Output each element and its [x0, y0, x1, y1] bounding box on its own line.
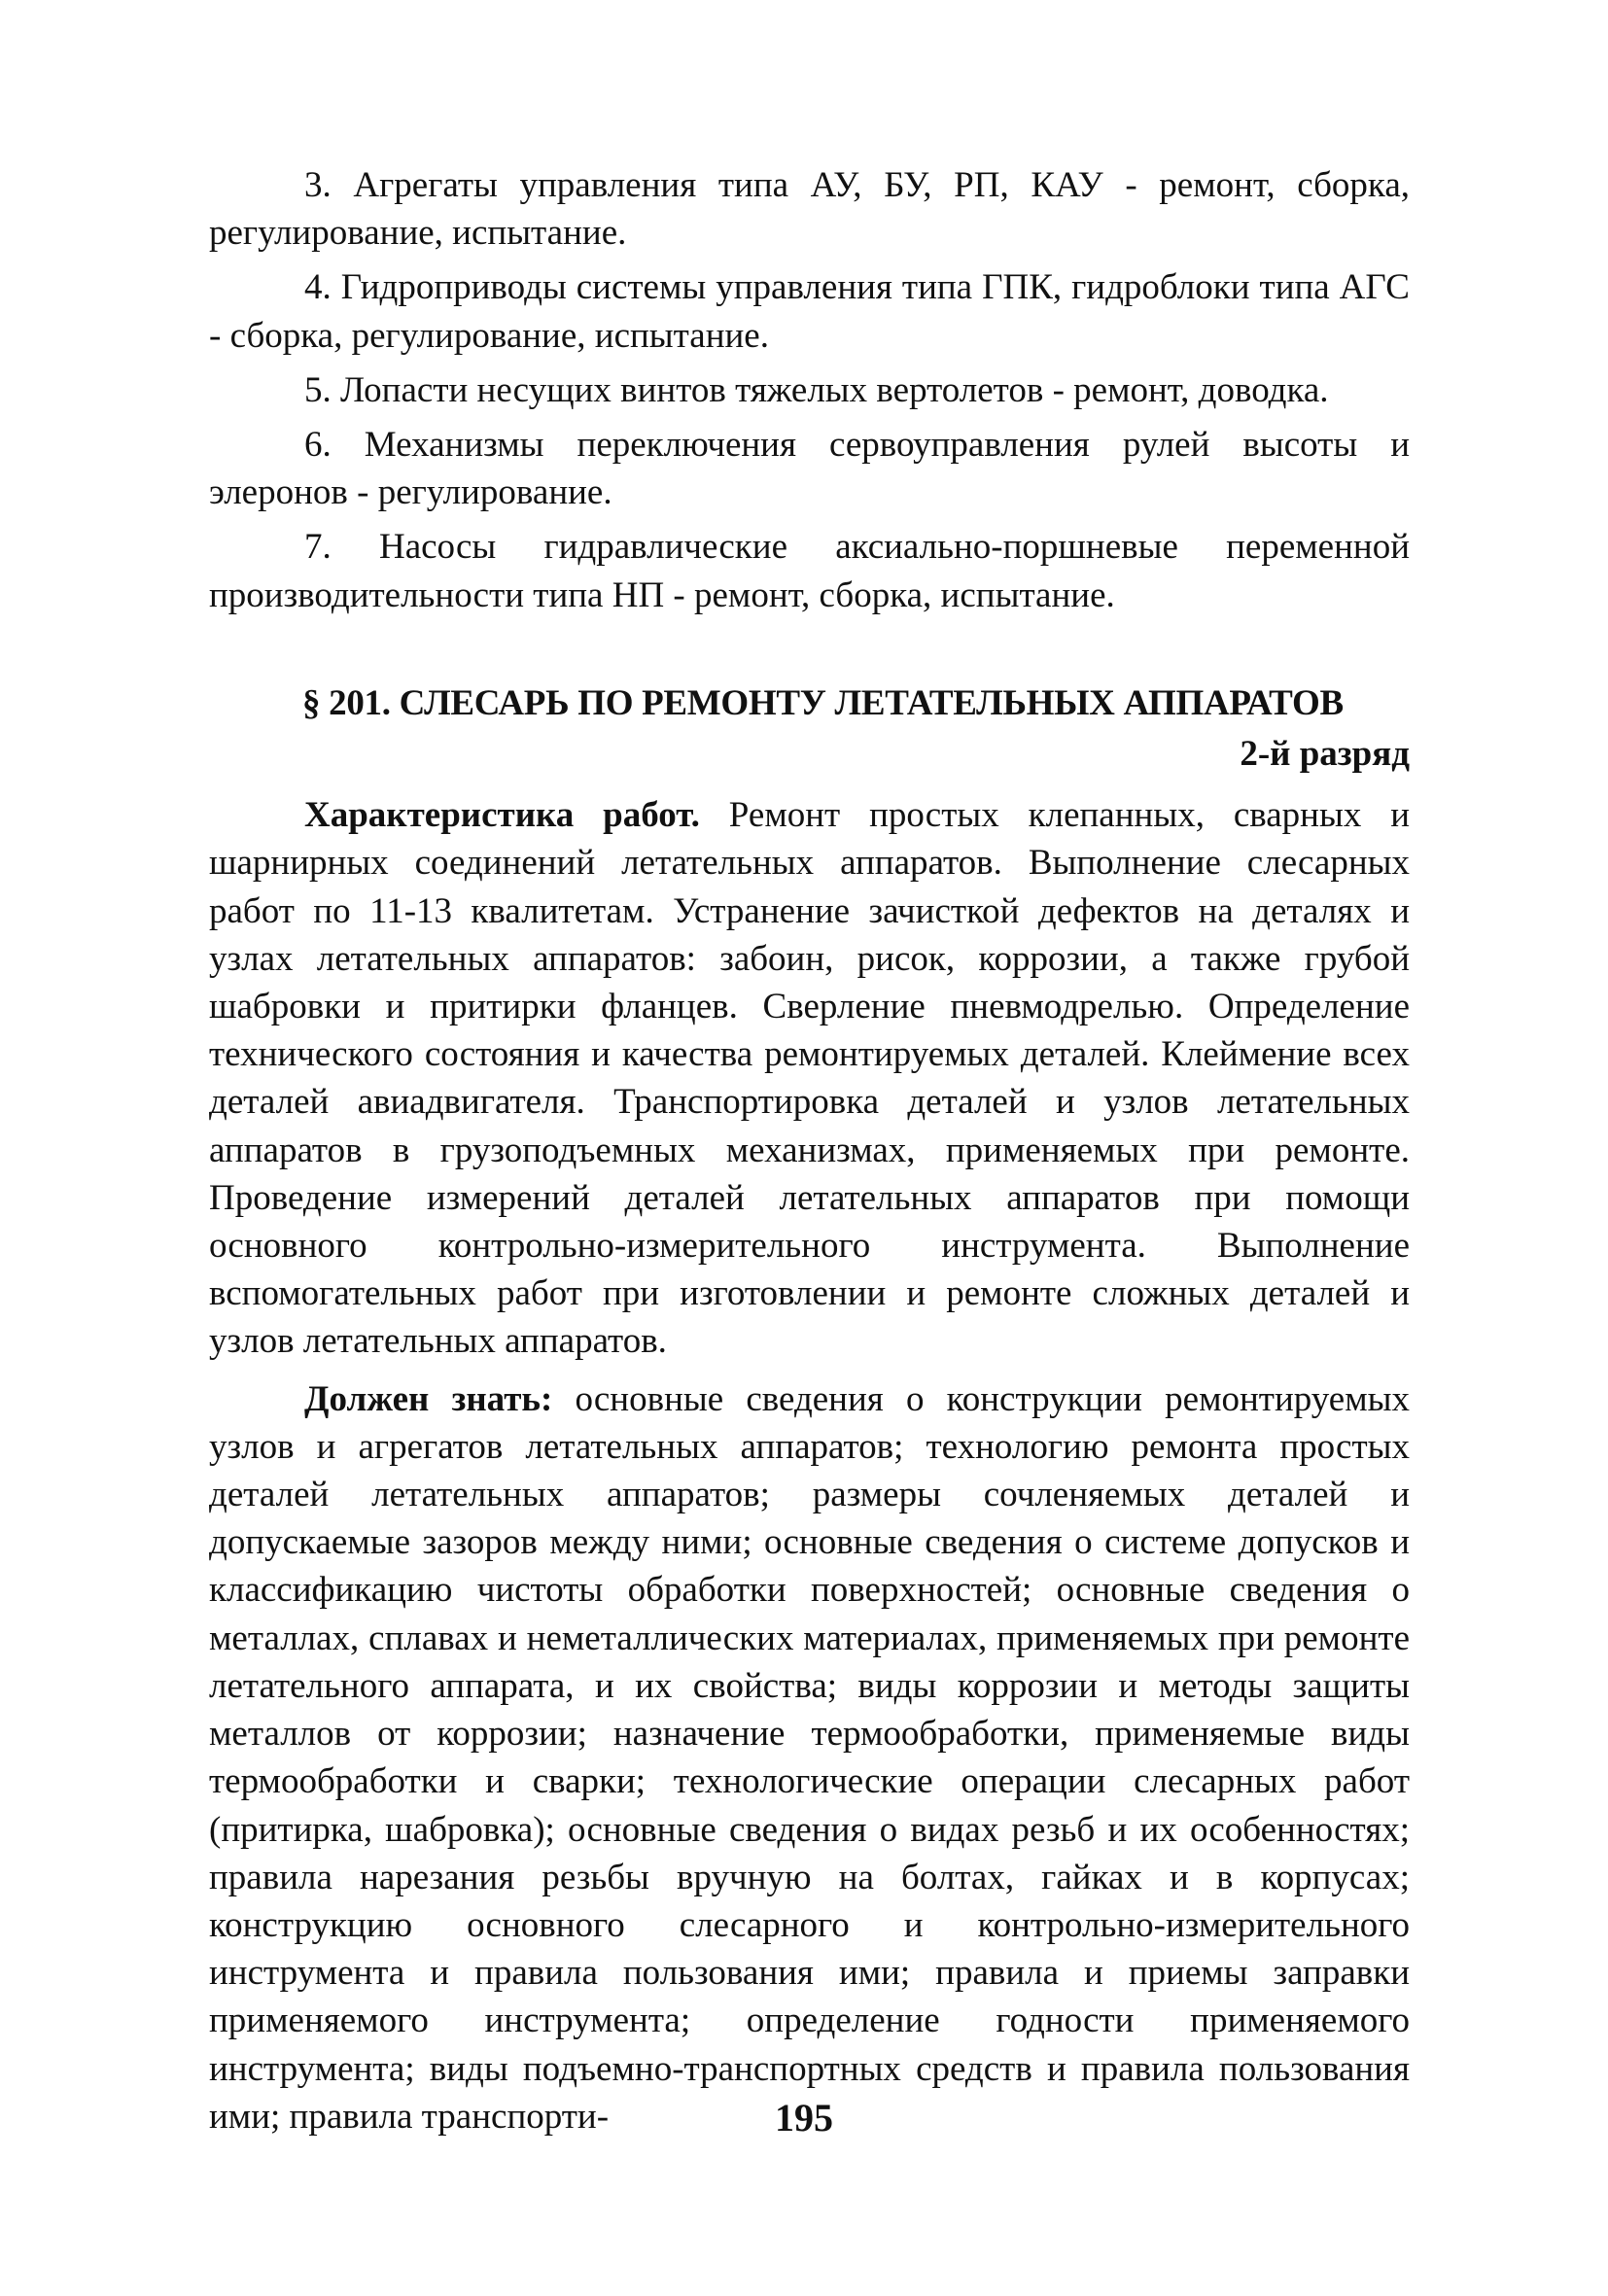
characteristics-lead: Характеристика работ. [304, 795, 700, 836]
must-know-lead: Должен знать: [304, 1378, 553, 1419]
list-item: 5. Лопасти несущих винтов тяжелых вертолетов - ремонт, доводка. [304, 369, 1329, 410]
characteristics-text: Ремонт простых клепанных, сварных и шарнирных соединений летательных аппаратов. Выполнение слесарных работ по 11-13 квалитетам. Устранение зачисткой дефектов на деталях и узлах летательных аппаратов: забоин, рисок, коррозии, а также грубой шабровки и притирки фланцев. Сверление пневмодрелью. Определение технического состояния и качества ремонтируемых деталей. Клеймение всех деталей авиадвигателя. Транспортировка деталей и узлов летательных аппаратов в грузоподъемных механизмах, применяемых при ремонте. Проведение измерений деталей летательных аппаратов при помощи основного контрольно-измерительного инструмента. Выполнение вспомогательных работ при изготовлении и ремонте сложных деталей и узлов летательных аппаратов. [209, 795, 1411, 1362]
list-item: 7. Насосы гидравлические аксиально-поршневые переменной производительности типа НП - ремонт, сборка, испытание. [209, 527, 1410, 615]
list-item: 4. Гидроприводы системы управления типа ГПК, гидроблоки типа АГС - сборка, регулирование, испытание. [209, 267, 1410, 356]
list-item: 6. Механизмы переключения сервоуправления рулей высоты и элеронов - регулирование. [209, 425, 1410, 513]
list-item: 3. Агрегаты управления типа АУ, БУ, РП, КАУ - ремонт, сборка, регулирование, испытание. [209, 165, 1410, 254]
characteristics-paragraph [209, 791, 1410, 1365]
section-title: § 201. СЛЕСАРЬ ПО РЕМОНТУ ЛЕТАТЕЛЬНЫХ АППАРАТОВ [302, 682, 1344, 723]
must-know-paragraph [209, 1375, 1410, 2140]
page-number: 195 [775, 2096, 833, 2139]
must-know-text: основные сведения о конструкции ремонтируемых узлов и агрегатов летательных аппаратов; технологию ремонта простых деталей летательных аппаратов; размеры сочленяемых деталей и допускаемые зазоров между ними; основные сведения о системе допусков и классификацию чистоты обработки поверхностей; основные сведения о металлах, сплавах и неметаллических материалах, применяемых при ремонте летательного аппарата, и их свойства; виды коррозии и методы защиты металлов от коррозии; назначение термообработки, применяемые виды термообработки и сварки; технологические операции слесарных работ (притирка, шабровка); основные сведения о видах резьб и их особенностях; правила нарезания резьбы вручную на болтах, гайках и в корпусах; конструкцию основного слесарного и контрольно-измерительного инструмента и правила пользования ими; правила и приемы заправки применяемого инструмента; определение годности применяемого инструмента; виды подъемно-транспортных средств и правила пользования ими; правила транспорти- [209, 1378, 1410, 2137]
body-text [209, 161, 1410, 2140]
grade-label: 2-й разряд [1240, 734, 1410, 775]
